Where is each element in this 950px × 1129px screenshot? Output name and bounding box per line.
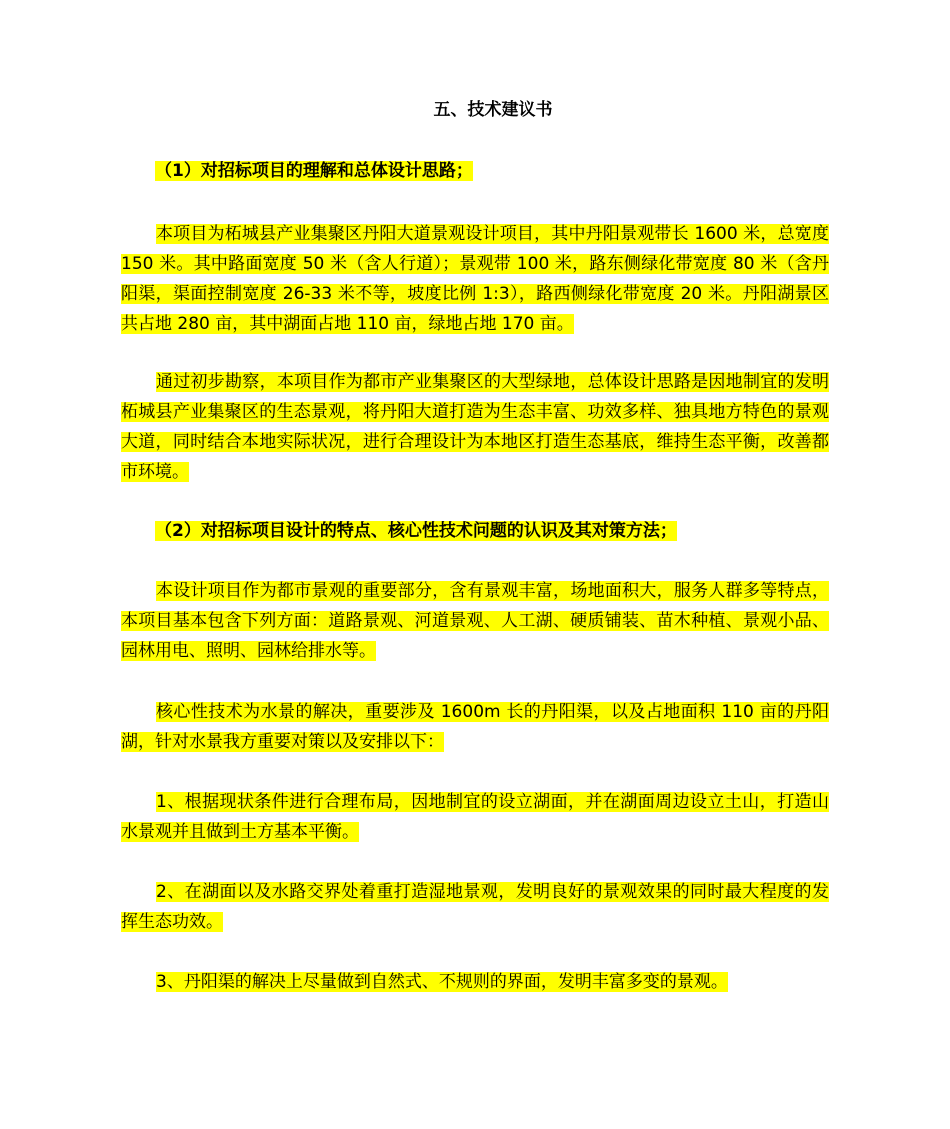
paragraph-2-text: 通过初步勘察，本项目作为都市产业集聚区的大型绿地，总体设计思路是因地制宜的发明柘城县产业集聚区的生态景观，将丹阳大道打造为生态丰富、功效多样、独具地方特色的景观大道，同时结合本地实际状况，进行合理设计为本地区打造生态基底，维持生态平衡，改善都市环境。: [121, 372, 829, 482]
paragraph-4: [121, 697, 829, 757]
section-heading-1: [155, 156, 473, 186]
paragraph-4-text: 核心性技术为水景的解决，重要涉及 1600m 长的丹阳渠，以及占地面积 110 亩的丹阳湖，针对水景我方重要对策以及安排以下：: [121, 702, 829, 752]
list-item-3-text: 3、丹阳渠的解决上尽量做到自然式、不规则的界面，发明丰富多变的景观。: [156, 972, 728, 992]
list-item-2-text: 2、在湖面以及水路交界处着重打造湿地景观，发明良好的景观效果的同时最大程度的发挥生态功效。: [121, 882, 829, 932]
list-item-2: [121, 877, 829, 937]
paragraph-3: [121, 576, 829, 666]
section-heading-2: [155, 516, 677, 546]
paragraph-1-text: 本项目为柘城县产业集聚区丹阳大道景观设计项目，其中丹阳景观带长 1600 米，总宽度 150 米。其中路面宽度 50 米（含人行道）；景观带 100 米，路东侧绿化带宽度 80 米（含丹阳渠，渠面控制宽度 26-33 米不等，坡度比例 1:3），路西侧绿化带宽度 20 米。丹阳湖景区共占地 280 亩，其中湖面占地 110 亩，绿地占地 170 亩。: [121, 224, 829, 334]
list-item-3: [121, 967, 829, 997]
heading-1-text: （1）对招标项目的理解和总体设计思路；: [155, 161, 473, 181]
list-item-1: [121, 787, 829, 847]
paragraph-1: [121, 219, 829, 339]
list-item-1-text: 1、根据现状条件进行合理布局，因地制宜的设立湖面，并在湖面周边设立土山，打造山水景观并且做到土方基本平衡。: [121, 792, 829, 842]
paragraph-3-text: 本设计项目作为都市景观的重要部分，含有景观丰富，场地面积大，服务人群多等特点，本项目基本包含下列方面：道路景观、河道景观、人工湖、硬质铺装、苗木种植、景观小品、园林用电、照明、园林给排水等。: [121, 581, 829, 661]
heading-2-text: （2）对招标项目设计的特点、核心性技术问题的认识及其对策方法；: [155, 521, 677, 541]
paragraph-2: [121, 367, 829, 487]
document-title: 五、技术建议书: [433, 100, 553, 120]
